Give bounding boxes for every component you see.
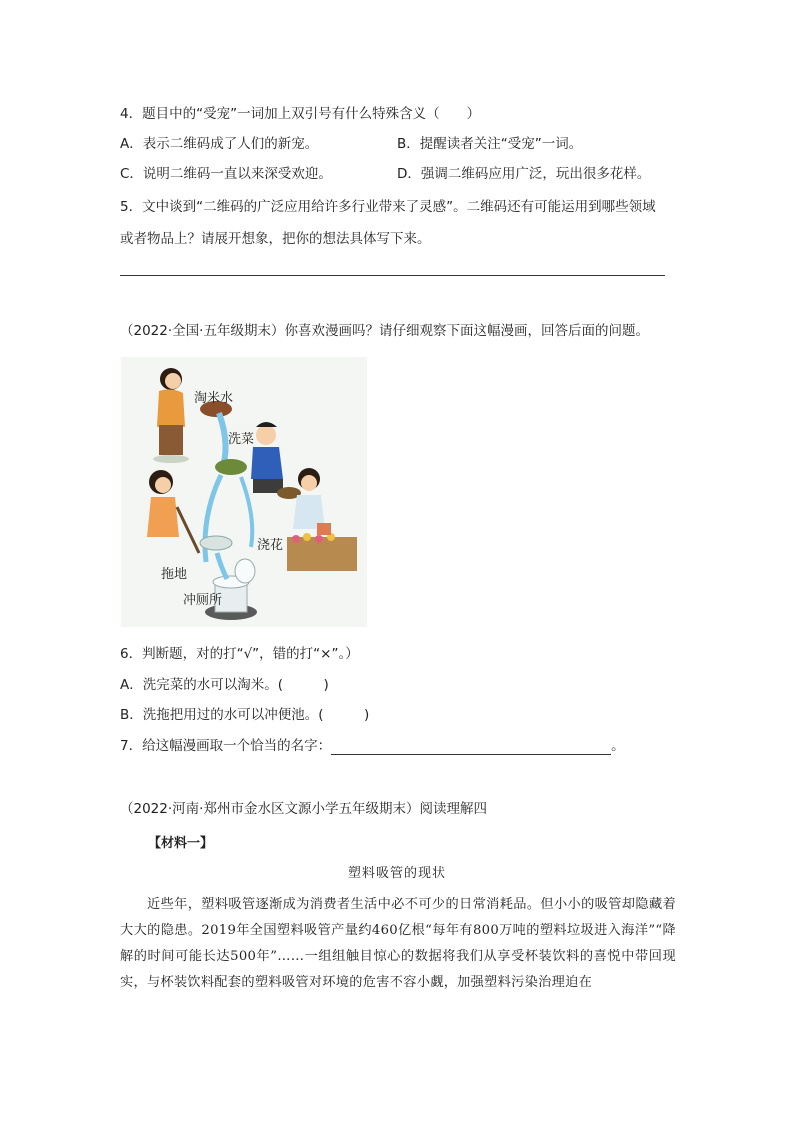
question-5-line2: 或者物品上？请展开想象，把你的想法具体写下来。: [120, 231, 431, 247]
question-4: 4．题目中的“受宠”一词加上双引号有什么特殊含义（ ）: [120, 106, 481, 122]
article-paragraph: 近些年，塑料吸管逐渐成为消费者生活中必不可少的日常消耗品。但小小的吸管却隐藏着大大的隐患。2019年全国塑料吸管产量约460亿根“每年有800万吨的塑料垃圾进入海洋”“降解的时间可能长达500年”……一组组触目惊心的数据将我们从享受杯装饮料的喜悦中带回现实，与杯装饮料配套的塑料吸管对环境的危害不容小觑，加强塑料污染治理迫在: [120, 897, 676, 990]
section-3-intro: （2022·河南·郑州市金水区文源小学五年级期末）阅读理解四: [120, 801, 487, 817]
material-label: 【材料一】: [148, 836, 214, 851]
caption-mopping: 拖地: [161, 567, 188, 582]
question-7: [120, 737, 625, 755]
question-5-line1: 5．文中谈到“二维码的广泛应用给许多行业带来了灵感”。二维码还有可能运用到哪些领域: [120, 199, 656, 215]
q7-end: 。: [611, 738, 625, 754]
q6-option-a: A．洗完菜的水可以淘米。( ): [120, 677, 329, 693]
caption-rice-water: 淘米水: [194, 391, 234, 406]
question-6: 6．判断题，对的打“√”，错的打“×”。）: [120, 646, 359, 662]
answer-line: [120, 275, 665, 276]
q4-option-a: A．表示二维码成了人们的新宠。: [120, 136, 319, 152]
caption-flush-toilet: 冲厕所: [183, 593, 223, 608]
q6-option-b: B．洗拖把用过的水可以冲便池。( ): [120, 707, 370, 723]
q7-prompt: 7．给这幅漫画取一个恰当的名字：: [120, 738, 332, 754]
q7-answer-line: [331, 740, 611, 755]
q4-option-c: C．说明二维码一直以来深受欢迎。: [120, 166, 332, 182]
water-saving-cartoon: [121, 357, 367, 627]
q4-option-b: B．提醒读者关注“受宠”一词。: [397, 136, 583, 152]
caption-wash-vegetables: 洗菜: [228, 432, 255, 447]
caption-watering-flowers: 浇花: [257, 538, 284, 553]
section-2-intro: （2022·全国·五年级期末）你喜欢漫画吗？请仔细观察下面这幅漫画，回答后面的问题。: [120, 323, 649, 339]
q4-option-d: D．强调二维码应用广泛，玩出很多花样。: [397, 166, 651, 182]
article-title: 塑料吸管的现状: [347, 866, 446, 881]
